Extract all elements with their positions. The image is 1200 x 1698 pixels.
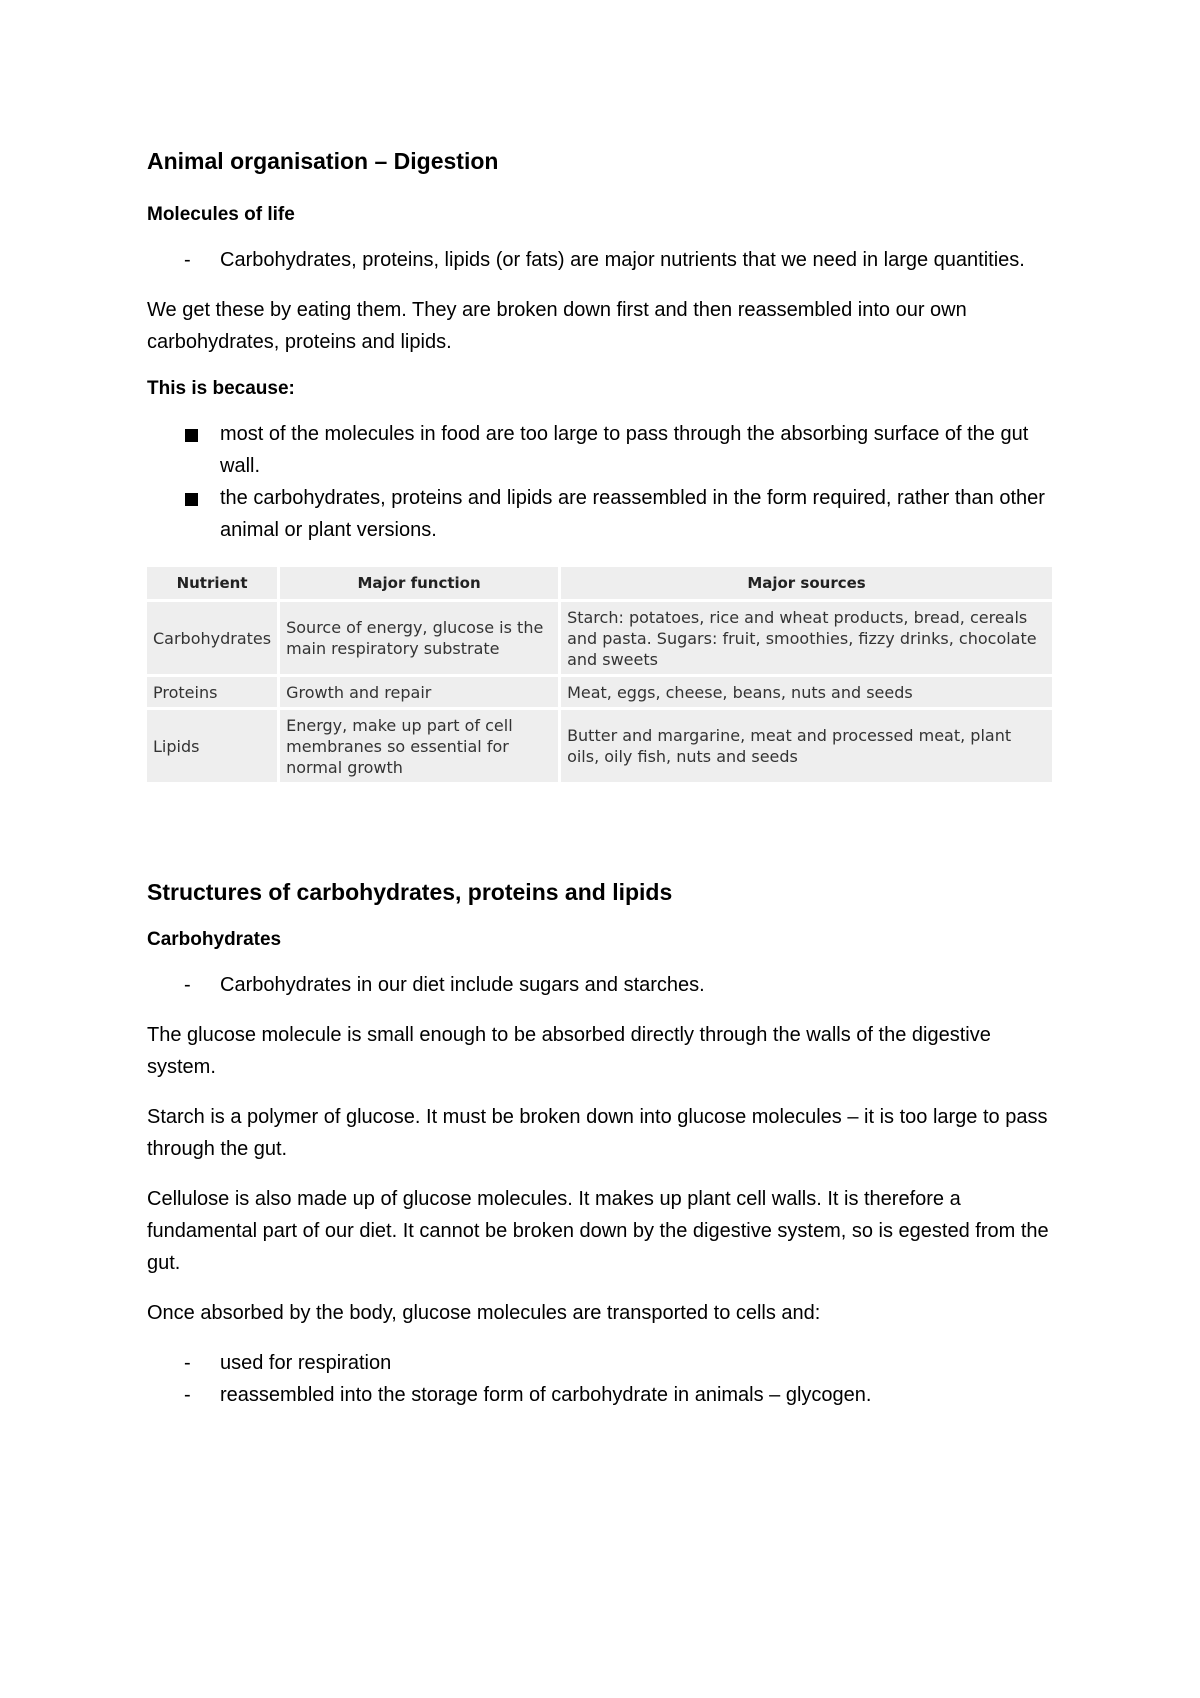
table-row	[147, 710, 1052, 782]
square-bullet-icon	[185, 493, 198, 506]
table-row	[147, 677, 1052, 707]
table-cell: Proteins	[147, 677, 277, 707]
list-item	[147, 1379, 1052, 1411]
table-header-row	[147, 567, 1052, 599]
spacer	[147, 785, 1052, 877]
square-bullet-icon	[185, 429, 198, 442]
list-item	[147, 482, 1052, 546]
table-row	[147, 602, 1052, 674]
list-item-text: Carbohydrates, proteins, lipids (or fats) are major nutrients that we need in large quantities.	[220, 249, 1025, 271]
list-item-text: the carbohydrates, proteins and lipids are reassembled in the form required, rather than other animal or plant versions.	[220, 487, 1045, 541]
dash-list	[147, 969, 1052, 1001]
dash-list	[147, 244, 1052, 276]
list-item	[147, 244, 1052, 276]
dash-marker: -	[184, 1384, 191, 1406]
list-item-text: reassembled into the storage form of carbohydrate in animals – glycogen.	[220, 1384, 872, 1406]
paragraph: We get these by eating them. They are broken down first and then reassembled into our own carbohydrates, proteins and lipids.	[147, 299, 967, 353]
section-heading-carbohydrates: Carbohydrates	[147, 929, 282, 950]
list-item	[147, 418, 1052, 482]
section-title-structures: Structures of carbohydrates, proteins and lipids	[147, 879, 673, 905]
column-header-function: Major function	[280, 567, 558, 599]
table-cell: Source of energy, glucose is the main respiratory substrate	[280, 602, 558, 674]
paragraph: Cellulose is also made up of glucose molecules. It makes up plant cell walls. It is therefore a fundamental part of our diet. It cannot be broken down by the digestive system, so is egested from the gut.	[147, 1188, 1049, 1274]
because-heading: This is because:	[147, 378, 295, 399]
section-heading-molecules: Molecules of life	[147, 204, 295, 225]
table-cell: Energy, make up part of cell membranes so essential for normal growth	[280, 710, 558, 782]
document-page	[147, 146, 1052, 1429]
paragraph: Once absorbed by the body, glucose molecules are transported to cells and:	[147, 1302, 821, 1324]
uses-list	[147, 1347, 1052, 1411]
page-title: Animal organisation – Digestion	[147, 148, 499, 174]
table-cell: Starch: potatoes, rice and wheat products, bread, cereals and pasta. Sugars: fruit, smoothies, fizzy drinks, chocolate and sweets	[561, 602, 1052, 674]
list-item-text: used for respiration	[220, 1352, 392, 1374]
paragraph: Starch is a polymer of glucose. It must be broken down into glucose molecules – it is too large to pass through the gut.	[147, 1106, 1048, 1160]
reasons-list	[147, 418, 1052, 546]
table-cell: Butter and margarine, meat and processed meat, plant oils, oily fish, nuts and seeds	[561, 710, 1052, 782]
table-cell: Meat, eggs, cheese, beans, nuts and seeds	[561, 677, 1052, 707]
list-item	[147, 969, 1052, 1001]
list-item-text: most of the molecules in food are too large to pass through the absorbing surface of the gut wall.	[220, 423, 1029, 477]
table-cell: Growth and repair	[280, 677, 558, 707]
nutrient-table	[144, 564, 1055, 785]
dash-marker: -	[184, 974, 191, 996]
table-cell: Lipids	[147, 710, 277, 782]
table-cell: Carbohydrates	[147, 602, 277, 674]
dash-marker: -	[184, 249, 191, 271]
paragraph: The glucose molecule is small enough to be absorbed directly through the walls of the digestive system.	[147, 1024, 991, 1078]
list-item-text: Carbohydrates in our diet include sugars and starches.	[220, 974, 705, 996]
list-item	[147, 1347, 1052, 1379]
column-header-nutrient: Nutrient	[147, 567, 277, 599]
dash-marker: -	[184, 1352, 191, 1374]
column-header-sources: Major sources	[561, 567, 1052, 599]
